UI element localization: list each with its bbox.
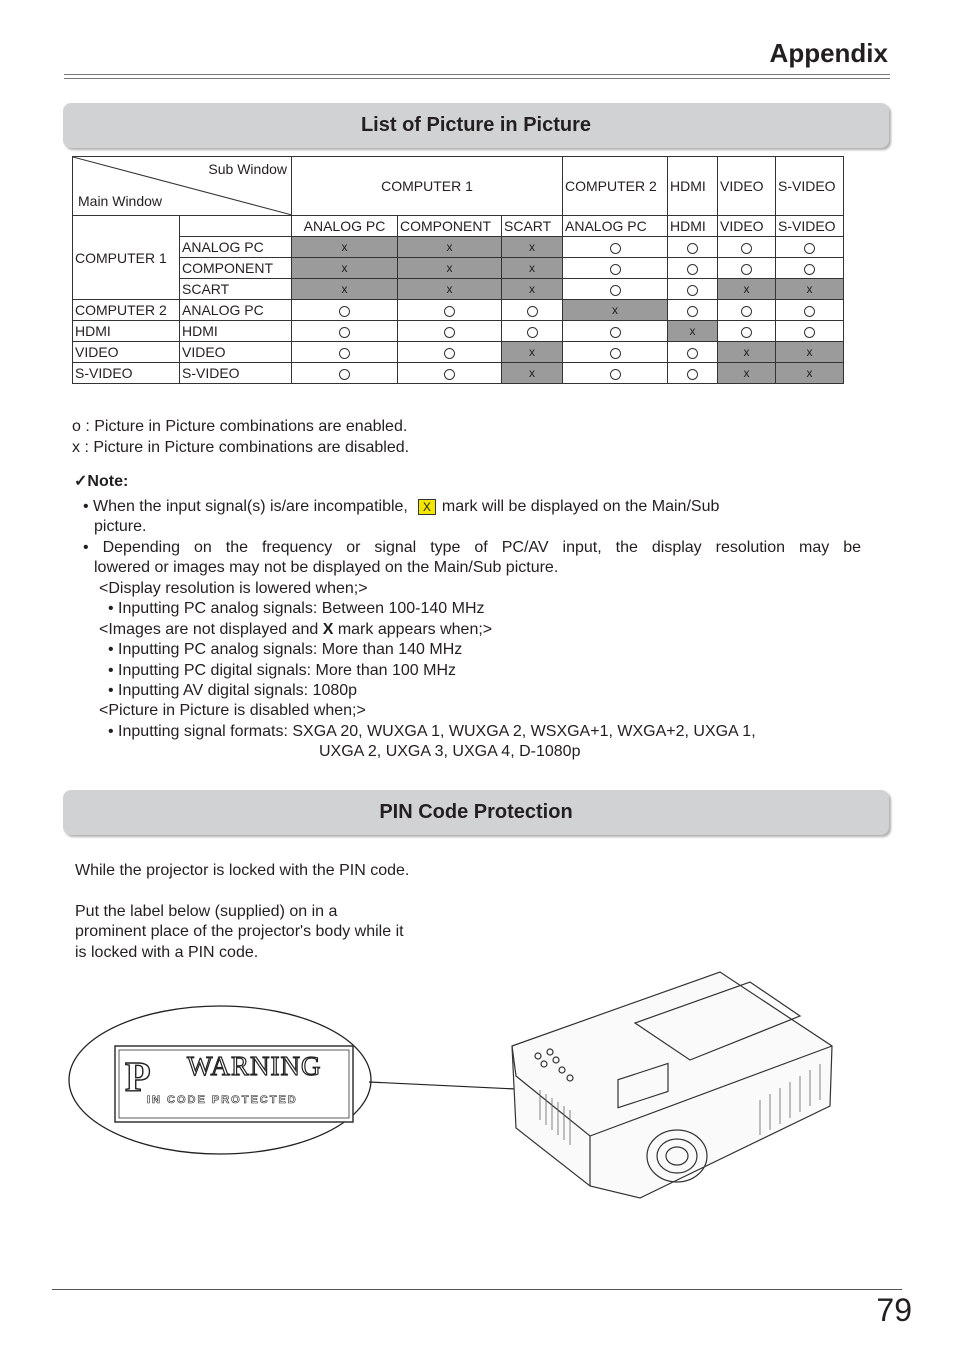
circle-icon	[687, 243, 698, 254]
table-corner-cell	[73, 157, 292, 216]
enabled-cell	[398, 321, 502, 342]
row-group-label: S-VIDEO	[73, 363, 180, 384]
enabled-cell	[292, 321, 398, 342]
header-rule	[64, 78, 890, 79]
note-text: mark will be displayed on the Main/Sub	[441, 498, 720, 515]
legend-enabled: o : Picture in Picture combinations are enabled.	[72, 418, 408, 435]
bullet: •	[108, 723, 119, 740]
condition-text: Inputting PC analog signals: Between 100-140 MHz	[118, 600, 485, 617]
bullet: •	[108, 641, 119, 658]
condition-item	[108, 681, 357, 702]
circle-icon	[444, 369, 455, 380]
pin-para-line: Put the label below (supplied) on in a	[75, 903, 338, 920]
condition-item	[108, 640, 462, 661]
column-header: ANALOG PC	[563, 216, 668, 237]
enabled-cell	[563, 363, 668, 384]
row-group-label: COMPUTER 2	[73, 300, 180, 321]
projector-body	[512, 972, 832, 1198]
condition-item	[108, 722, 756, 743]
disabled-cell: x	[718, 342, 776, 363]
enabled-cell	[292, 300, 398, 321]
enabled-cell	[563, 321, 668, 342]
disabled-cell: x	[502, 237, 563, 258]
table-row	[73, 279, 844, 300]
circle-icon	[687, 306, 698, 317]
row-label: ANALOG PC	[180, 237, 292, 258]
table-row	[73, 342, 844, 363]
column-header: HDMI	[668, 216, 718, 237]
pin-intro: While the projector is locked with the PIN code.	[75, 862, 410, 879]
row-group-label: COMPUTER 1	[73, 216, 180, 300]
circle-icon	[339, 327, 350, 338]
disabled-cell: x	[563, 300, 668, 321]
circle-icon	[610, 348, 621, 359]
sub-window-label: Sub Window	[208, 161, 287, 177]
row-label: HDMI	[180, 321, 292, 342]
enabled-cell	[292, 342, 398, 363]
circle-icon	[687, 348, 698, 359]
pin-para-line: is locked with a PIN code.	[75, 944, 259, 961]
header-rule	[64, 74, 890, 75]
row-label: COMPONENT	[180, 258, 292, 279]
section-heading-pip	[63, 103, 889, 148]
label-warning-text: WARNING	[187, 1051, 322, 1081]
circle-icon	[687, 369, 698, 380]
column-group-header: HDMI	[668, 157, 718, 216]
disabled-cell: x	[292, 258, 398, 279]
bullet: •	[83, 539, 103, 556]
circle-icon	[444, 306, 455, 317]
enabled-cell	[668, 342, 718, 363]
disabled-cell: x	[776, 279, 844, 300]
enabled-cell	[718, 258, 776, 279]
condition-text: Inputting PC analog signals: More than 140 MHz	[118, 641, 463, 658]
condition-heading: <Picture in Picture is disabled when;>	[99, 702, 366, 719]
disabled-cell: x	[292, 279, 398, 300]
bold-x: X	[322, 621, 334, 638]
column-group-header: COMPUTER 1	[292, 157, 563, 216]
column-header: VIDEO	[718, 216, 776, 237]
column-header: COMPONENT	[398, 216, 502, 237]
enabled-cell	[718, 300, 776, 321]
column-header: S-VIDEO	[776, 216, 844, 237]
column-group-header: VIDEO	[718, 157, 776, 216]
column-header: SCART	[502, 216, 563, 237]
row-label: SCART	[180, 279, 292, 300]
enabled-cell	[398, 363, 502, 384]
section-heading-text: List of Picture in Picture	[360, 114, 592, 136]
row-label: S-VIDEO	[180, 363, 292, 384]
enabled-cell	[398, 300, 502, 321]
row-group-label: HDMI	[73, 321, 180, 342]
enabled-cell	[776, 321, 844, 342]
circle-icon	[527, 306, 538, 317]
disabled-cell: x	[776, 363, 844, 384]
note-item-2-cont: lowered or images may not be displayed on the Main/Sub picture.	[94, 559, 559, 576]
label-big-letter: P	[125, 1055, 151, 1101]
note-label: Note:	[87, 473, 129, 490]
table-empty-cell	[180, 216, 292, 237]
circle-icon	[741, 243, 752, 254]
disabled-cell: x	[776, 342, 844, 363]
note-item-1	[83, 497, 863, 518]
note-item-1-cont: picture.	[94, 518, 147, 535]
circle-icon	[610, 369, 621, 380]
circle-icon	[741, 264, 752, 275]
circle-icon	[610, 243, 621, 254]
pin-para-line: prominent place of the projector's body while it	[75, 923, 404, 940]
circle-icon	[804, 327, 815, 338]
row-group-label: VIDEO	[73, 342, 180, 363]
disabled-cell: x	[292, 237, 398, 258]
enabled-cell	[563, 237, 668, 258]
table-row	[73, 237, 844, 258]
disabled-cell: x	[398, 258, 502, 279]
table-row	[73, 300, 844, 321]
circle-icon	[741, 306, 752, 317]
table-row	[73, 321, 844, 342]
enabled-cell	[563, 279, 668, 300]
circle-icon	[339, 306, 350, 317]
column-group-header: COMPUTER 2	[563, 157, 668, 216]
section-heading-text: PIN Code Protection	[379, 801, 573, 823]
disabled-cell: x	[398, 237, 502, 258]
enabled-cell	[668, 279, 718, 300]
table-row	[73, 363, 844, 384]
label-sub-text: IN CODE PROTECTED	[147, 1094, 298, 1106]
enabled-cell	[776, 258, 844, 279]
enabled-cell	[718, 237, 776, 258]
bullet: •	[108, 600, 119, 617]
enabled-cell	[668, 300, 718, 321]
disabled-cell: x	[718, 279, 776, 300]
table-row	[73, 258, 844, 279]
enabled-cell	[502, 300, 563, 321]
enabled-cell	[292, 363, 398, 384]
circle-icon	[804, 264, 815, 275]
enabled-cell	[776, 300, 844, 321]
pip-table	[72, 156, 844, 384]
checkmark-icon: ✓	[74, 473, 88, 490]
disabled-cell: x	[398, 279, 502, 300]
column-header: ANALOG PC	[292, 216, 398, 237]
main-window-label: Main Window	[78, 193, 163, 209]
page-title: Appendix	[769, 38, 888, 68]
circle-icon	[339, 369, 350, 380]
enabled-cell	[563, 258, 668, 279]
disabled-cell: x	[718, 363, 776, 384]
x-mark-icon: X	[418, 499, 436, 515]
disabled-cell: x	[502, 363, 563, 384]
circle-icon	[444, 327, 455, 338]
bullet: •	[83, 498, 94, 515]
condition-heading	[99, 620, 492, 641]
condition-item	[108, 599, 485, 620]
circle-icon	[741, 327, 752, 338]
circle-icon	[610, 264, 621, 275]
condition-text: mark appears when;>	[333, 621, 493, 638]
row-label: ANALOG PC	[180, 300, 292, 321]
note-text: Depending on the frequency or signal type of PC/AV input, the display resolution may be	[102, 539, 862, 556]
enabled-cell	[718, 321, 776, 342]
circle-icon	[804, 306, 815, 317]
condition-text: Inputting AV digital signals: 1080p	[118, 682, 358, 699]
bullet: •	[108, 682, 119, 699]
disabled-cell: x	[502, 258, 563, 279]
row-label: VIDEO	[180, 342, 292, 363]
condition-item	[108, 661, 456, 682]
circle-icon	[804, 243, 815, 254]
page-number: 79	[876, 1292, 912, 1328]
note-item-2	[83, 538, 861, 559]
footer-rule	[52, 1289, 902, 1290]
enabled-cell	[668, 258, 718, 279]
disabled-cell: x	[668, 321, 718, 342]
circle-icon	[444, 348, 455, 359]
bullet: •	[108, 662, 119, 679]
legend-disabled: x : Picture in Picture combinations are disabled.	[72, 439, 410, 456]
note-heading	[74, 472, 128, 493]
enabled-cell	[668, 363, 718, 384]
circle-icon	[687, 264, 698, 275]
circle-icon	[610, 285, 621, 296]
column-group-header: S-VIDEO	[776, 157, 844, 216]
section-heading-pin	[63, 790, 889, 835]
disabled-cell: x	[502, 279, 563, 300]
condition-text: Inputting signal formats: SXGA 20, WUXGA 1, WUXGA 2, WSXGA+1, WXGA+2, UXGA 1,	[118, 723, 756, 740]
condition-text: Inputting PC digital signals: More than 100 MHz	[118, 662, 456, 679]
circle-icon	[610, 327, 621, 338]
condition-text: <Images are not displayed and	[99, 621, 323, 638]
circle-icon	[687, 285, 698, 296]
condition-heading: <Display resolution is lowered when;>	[99, 580, 368, 597]
enabled-cell	[502, 321, 563, 342]
circle-icon	[339, 348, 350, 359]
note-text: When the input signal(s) is/are incompatible,	[93, 498, 408, 515]
condition-item-cont: UXGA 2, UXGA 3, UXGA 4, D-1080p	[319, 743, 581, 760]
enabled-cell	[776, 237, 844, 258]
circle-icon	[527, 327, 538, 338]
enabled-cell	[563, 342, 668, 363]
enabled-cell	[668, 237, 718, 258]
disabled-cell: x	[502, 342, 563, 363]
enabled-cell	[398, 342, 502, 363]
pin-label-illustration	[60, 960, 850, 1210]
